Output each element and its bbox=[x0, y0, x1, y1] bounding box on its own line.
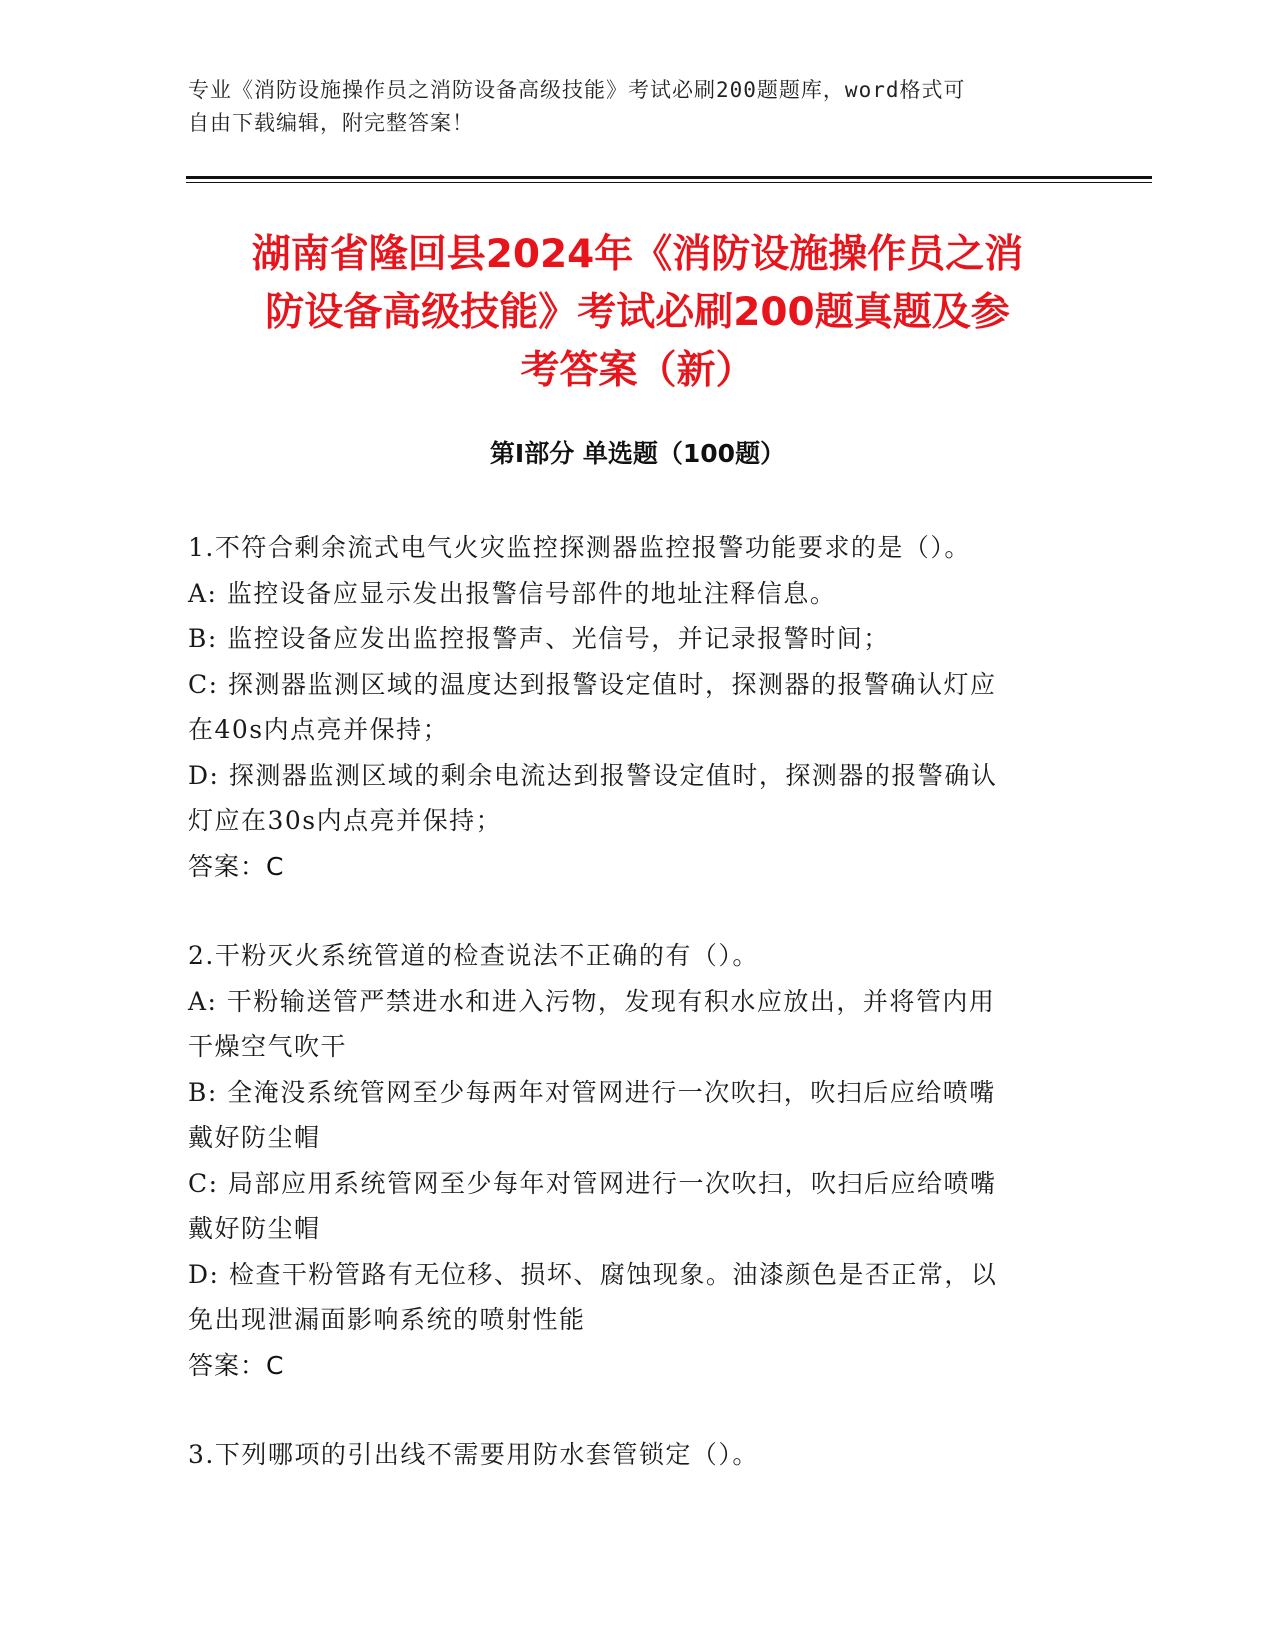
question-list bbox=[188, 525, 1068, 1522]
option-a: A: 干粉输送管严禁进水和进入污物，发现有积水应放出，并将管内用 bbox=[188, 986, 996, 1016]
option-c: C: 局部应用系统管网至少每年对管网进行一次吹扫，吹扫后应给喷嘴 bbox=[188, 1168, 997, 1198]
question-stem: 3.下列哪项的引出线不需要用防水套管锁定（）。 bbox=[188, 1440, 759, 1469]
title-line: 防设备高级技能》考试必刷200题真题及参 bbox=[265, 290, 1010, 335]
header-divider-thin bbox=[186, 182, 1152, 183]
option-c-continued: 戴好防尘帽 bbox=[188, 1214, 321, 1243]
title-line: 湖南省隆回县2024年《消防设施操作员之消 bbox=[251, 232, 1024, 277]
header-note-line: 自由下载编辑，附完整答案！ bbox=[188, 111, 474, 135]
question-stem: 1.不符合剩余流式电气火灾监控探测器监控报警功能要求的是（）。 bbox=[188, 533, 971, 562]
option-a-continued: 干燥空气吹干 bbox=[188, 1032, 348, 1061]
option-d: D: 检查干粉管路有无位移、损坏、腐蚀现象。油漆颜色是否正常，以 bbox=[188, 1259, 998, 1289]
question-item bbox=[188, 933, 1068, 1388]
option-d-continued: 免出现泄漏面影响系统的喷射性能 bbox=[188, 1305, 586, 1334]
option-b: B: 监控设备应发出监控报警声、光信号，并记录报警时间； bbox=[188, 624, 890, 653]
header-divider bbox=[186, 176, 1152, 179]
answer: 答案：C bbox=[188, 1350, 285, 1380]
option-b: B: 全淹没系统管网至少每两年对管网进行一次吹扫，吹扫后应给喷嘴 bbox=[188, 1077, 996, 1107]
header-note bbox=[188, 74, 1068, 140]
question-stem: 2.干粉灭火系统管道的检查说法不正确的有（）。 bbox=[188, 941, 759, 970]
option-c-continued: 在40s内点亮并保持； bbox=[188, 715, 450, 744]
option-c: C: 探测器监测区域的温度达到报警设定值时，探测器的报警确认灯应 bbox=[188, 669, 997, 699]
option-d-continued: 灯应在30s内点亮并保持； bbox=[188, 806, 503, 835]
header-note-line: 专业《消防设施操作员之消防设备高级技能》考试必刷200题题库，word格式可 bbox=[188, 78, 966, 102]
answer: 答案：C bbox=[188, 851, 285, 881]
section-heading: 第Ⅰ部分 单选题（100题） bbox=[489, 439, 786, 468]
option-a: A: 监控设备应显示发出报警信号部件的地址注释信息。 bbox=[188, 578, 837, 608]
title-line: 考答案（新） bbox=[520, 348, 755, 393]
option-d: D: 探测器监测区域的剩余电流达到报警设定值时，探测器的报警确认 bbox=[188, 760, 998, 790]
question-item bbox=[188, 525, 1068, 889]
question-item bbox=[188, 1432, 1068, 1478]
document-title bbox=[150, 226, 1125, 400]
option-b-continued: 戴好防尘帽 bbox=[188, 1123, 321, 1152]
